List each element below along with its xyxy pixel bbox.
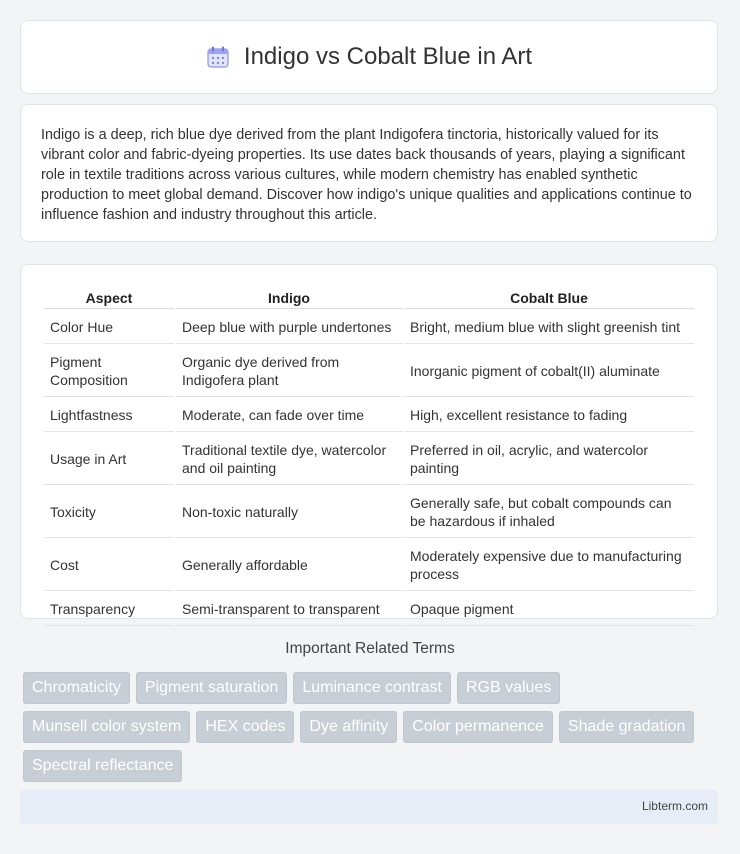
table-cell: Cost bbox=[44, 540, 174, 591]
table-cell: Lightfastness bbox=[44, 399, 174, 432]
column-header-aspect: Aspect bbox=[44, 287, 174, 309]
related-terms-title: Important Related Terms bbox=[285, 640, 455, 657]
table-header-row bbox=[44, 287, 694, 309]
table-cell: Generally safe, but cobalt compounds can be hazardous if inhaled bbox=[404, 487, 694, 538]
comparison-card bbox=[20, 264, 718, 619]
table-row bbox=[44, 434, 694, 485]
tag-munsell-color-system[interactable]: Munsell color system bbox=[23, 711, 190, 743]
table-row bbox=[44, 346, 694, 397]
tag-color-permanence[interactable]: Color permanence bbox=[403, 711, 553, 743]
column-header-indigo: Indigo bbox=[176, 287, 402, 309]
tag-pigment-saturation[interactable]: Pigment saturation bbox=[136, 672, 287, 704]
tag-hex-codes[interactable]: HEX codes bbox=[196, 711, 294, 743]
table-cell: Moderate, can fade over time bbox=[176, 399, 402, 432]
table-cell: Preferred in oil, acrylic, and watercolor painting bbox=[404, 434, 694, 485]
table-cell: Deep blue with purple undertones bbox=[176, 311, 402, 344]
table-cell: Generally affordable bbox=[176, 540, 402, 591]
table-cell: High, excellent resistance to fading bbox=[404, 399, 694, 432]
comparison-table bbox=[42, 285, 696, 628]
table-cell: Color Hue bbox=[44, 311, 174, 344]
page-title: Indigo vs Cobalt Blue in Art bbox=[243, 43, 533, 70]
table-row bbox=[44, 540, 694, 591]
table-cell: Moderately expensive due to manufacturing process bbox=[404, 540, 694, 591]
intro-text: Indigo is a deep, rich blue dye derived from the plant Indigofera tinctoria, historically valued for its vibrant color and fabric-dyeing properties. Its use dates back thousands of years, playing a significant role in textile traditions across various cultures, while modern chemistry has enabled synthetic production to meet global demand. Discover how indigo's unique qualities and applications continue to influence fashion and industry throughout this article. bbox=[41, 127, 692, 223]
tag-dye-affinity[interactable]: Dye affinity bbox=[300, 711, 397, 743]
related-terms-list bbox=[23, 672, 723, 782]
table-cell: Opaque pigment bbox=[404, 593, 694, 626]
table-row bbox=[44, 487, 694, 538]
table-cell: Pigment Composition bbox=[44, 346, 174, 397]
table-cell: Inorganic pigment of cobalt(II) aluminate bbox=[404, 346, 694, 397]
table-row bbox=[44, 593, 694, 626]
tag-chromaticity[interactable]: Chromaticity bbox=[23, 672, 130, 704]
table-cell: Bright, medium blue with slight greenish tint bbox=[404, 311, 694, 344]
table-cell: Non-toxic naturally bbox=[176, 487, 402, 538]
table-row bbox=[44, 311, 694, 344]
table-row bbox=[44, 399, 694, 432]
footer-site-link[interactable]: Libterm.com bbox=[641, 799, 708, 813]
table-cell: Usage in Art bbox=[44, 434, 174, 485]
table-cell: Traditional textile dye, watercolor and oil painting bbox=[176, 434, 402, 485]
table-cell: Semi-transparent to transparent bbox=[176, 593, 402, 626]
tag-rgb-values[interactable]: RGB values bbox=[457, 672, 560, 704]
table-cell: Toxicity bbox=[44, 487, 174, 538]
tag-shade-gradation[interactable]: Shade gradation bbox=[559, 711, 694, 743]
footer bbox=[20, 790, 718, 824]
tag-spectral-reflectance[interactable]: Spectral reflectance bbox=[23, 750, 182, 782]
table-cell: Transparency bbox=[44, 593, 174, 626]
table-cell: Organic dye derived from Indigofera plant bbox=[176, 346, 402, 397]
tag-luminance-contrast[interactable]: Luminance contrast bbox=[293, 672, 451, 704]
calendar-icon bbox=[206, 45, 230, 69]
intro-card bbox=[20, 104, 718, 242]
column-header-cobalt-blue: Cobalt Blue bbox=[404, 287, 694, 309]
header-card bbox=[20, 20, 718, 94]
